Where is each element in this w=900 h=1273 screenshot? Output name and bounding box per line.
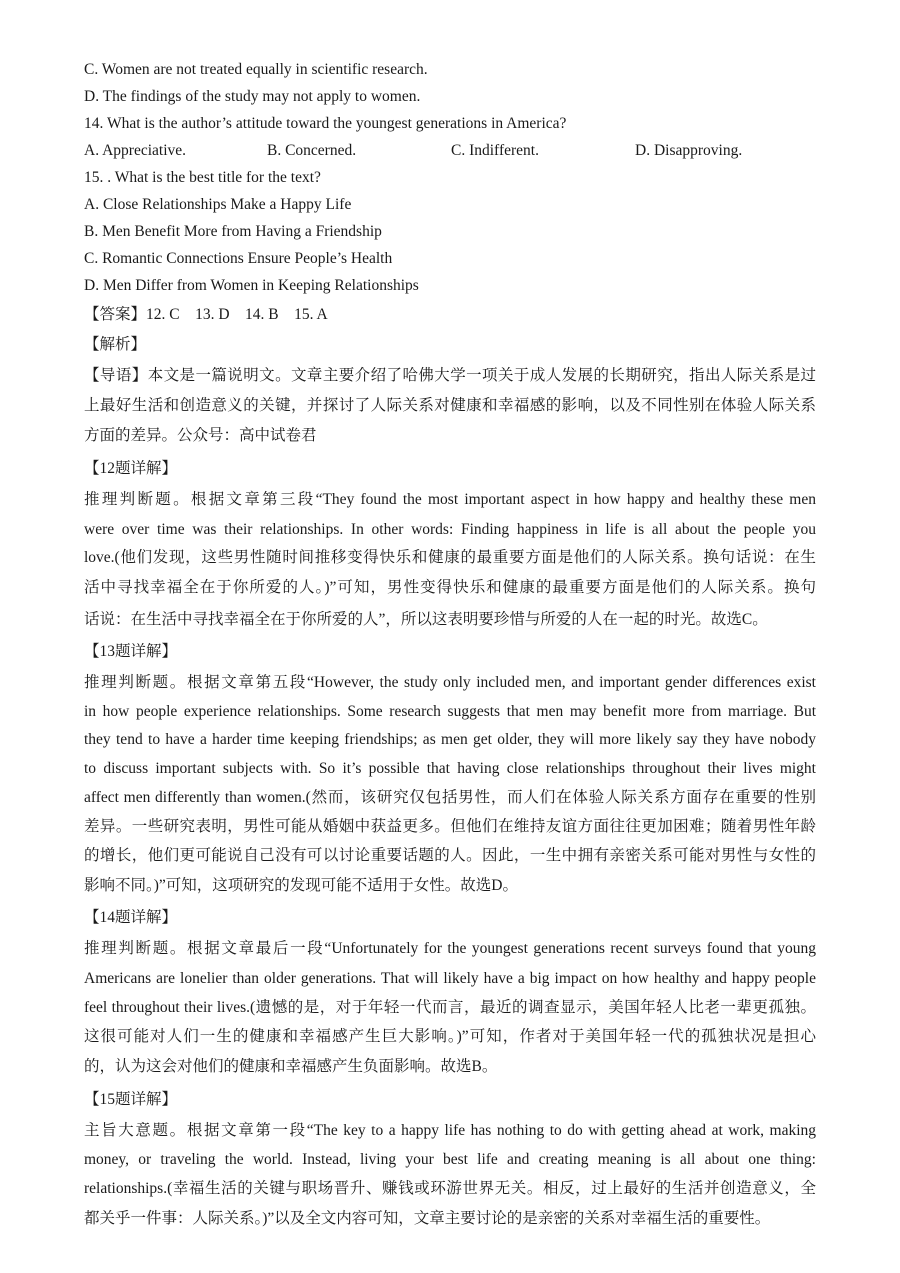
option-d-q13: D. The findings of the study may not apply to women. <box>84 88 421 105</box>
q15-line-2: money, or traveling the world. Instead, living your best life and creating meaning is all about one thing: <box>84 1151 816 1168</box>
q13-line-3: they tend to have a harder time keeping friendships; as men get older, they will more likely say they have nobody <box>84 731 816 748</box>
q13-line-6: 差异。一些研究表明，男性可能从婚姻中获益更多。但他们在维持友谊方面往往更加困难；随着男性年龄 <box>84 818 816 835</box>
q13-line-1: 推理判断题。根据文章第五段“However, the study only included men, and important gender differences exist <box>84 674 816 691</box>
q15-line-1: 主旨大意题。根据文章第一段“The key to a happy life has nothing to do with getting ahead at work, making <box>84 1122 816 1139</box>
q12-line-3: love.(他们发现，这些男性随时间推移变得快乐和健康的最重要方面是他们的人际关系。换句话说：在生 <box>84 549 816 566</box>
q13-line-5: affect men differently than women.(然而，该研究仅包括男性，而人们在体验人际关系方面存在重要的性别 <box>84 789 816 806</box>
q15-line-3: relationships.(幸福生活的关键与职场晋升、赚钱或环游世界无关。相反，过上最好的生活并创造意义，全 <box>84 1180 816 1197</box>
q15-option-c: C. Romantic Connections Ensure People’s Health <box>84 250 393 267</box>
q13-line-7: 的增长，他们更可能说自己没有可以讨论重要话题的人。因此，一生中拥有亲密关系可能对男性与女性的 <box>84 847 816 864</box>
question-15: 15. . What is the best title for the text? <box>84 169 321 186</box>
q13-line-8: 影响不同。)”可知，这项研究的发现可能不适用于女性。故选D。 <box>84 877 518 894</box>
q14-heading: 【14题详解】 <box>84 909 178 926</box>
q15-option-b: B. Men Benefit More from Having a Friendship <box>84 223 382 240</box>
q12-line-4: 活中寻找幸福全在于你所爱的人。)”可知，男性变得快乐和健康的最重要方面是他们的人际关系。换句 <box>84 579 816 596</box>
q14-option-b: B. Concerned. <box>267 142 357 159</box>
q12-line-5: 话说：在生活中寻找幸福全在于你所爱的人”，所以这表明要珍惜与所爱的人在一起的时光。故选C。 <box>84 611 768 628</box>
q14-line-2: Americans are lonelier than older generations. That will likely have a big impact on how healthy and happy people <box>84 970 816 987</box>
analysis-heading: 【解析】 <box>84 336 147 353</box>
q12-heading: 【12题详解】 <box>84 460 178 477</box>
intro-line-3: 方面的差异。公众号：高中试卷君 <box>84 427 317 444</box>
intro-line-1: 【导语】本文是一篇说明文。文章主要介绍了哈佛大学一项关于成人发展的长期研究，指出人际关系是过 <box>84 367 816 384</box>
q14-option-c: C. Indifferent. <box>451 142 539 159</box>
q14-option-d: D. Disapproving. <box>635 142 743 159</box>
q12-line-2: were over time was their relationships. In other words: Finding happiness in life is all about the people you <box>84 521 816 538</box>
question-14: 14. What is the author’s attitude toward the youngest generations in America? <box>84 115 567 132</box>
option-c-q13: C. Women are not treated equally in scientific research. <box>84 61 428 78</box>
q15-option-a: A. Close Relationships Make a Happy Life <box>84 196 352 213</box>
q14-line-5: 的，认为这会对他们的健康和幸福感产生负面影响。故选B。 <box>84 1058 498 1075</box>
intro-line-2: 上最好生活和创造意义的关键，并探讨了人际关系对健康和幸福感的影响，以及不同性别在体验人际关系 <box>84 397 816 414</box>
q15-option-d: D. Men Differ from Women in Keeping Relationships <box>84 277 419 294</box>
q12-line-1: 推理判断题。根据文章第三段“They found the most important aspect in how happy and healthy these men <box>84 491 816 508</box>
q14-option-a: A. Appreciative. <box>84 142 187 159</box>
q14-line-1: 推理判断题。根据文章最后一段“Unfortunately for the youngest generations recent surveys found that young <box>84 940 816 957</box>
q14-options <box>84 141 816 161</box>
q14-line-3: feel throughout their lives.(遗憾的是，对于年轻一代而言，最近的调查显示，美国年轻人比老一辈更孤独。 <box>84 999 816 1016</box>
q13-heading: 【13题详解】 <box>84 643 178 660</box>
answer-key: 【答案】12. C 13. D 14. B 15. A <box>84 306 328 323</box>
q15-heading: 【15题详解】 <box>84 1091 178 1108</box>
q13-line-2: in how people experience relationships. Some research suggests that men may benefit more from marriage. But <box>84 703 816 720</box>
q14-line-4: 这很可能对人们一生的健康和幸福感产生巨大影响。)”可知，作者对于美国年轻一代的孤独状况是担心 <box>84 1028 816 1045</box>
q13-line-4: to discuss important subjects with. So it’s possible that having close relationships throughout their lives might <box>84 760 816 777</box>
q15-line-4: 都关乎一件事：人际关系。)”以及全文内容可知，文章主要讨论的是亲密的关系对幸福生活的重要性。 <box>84 1210 771 1227</box>
